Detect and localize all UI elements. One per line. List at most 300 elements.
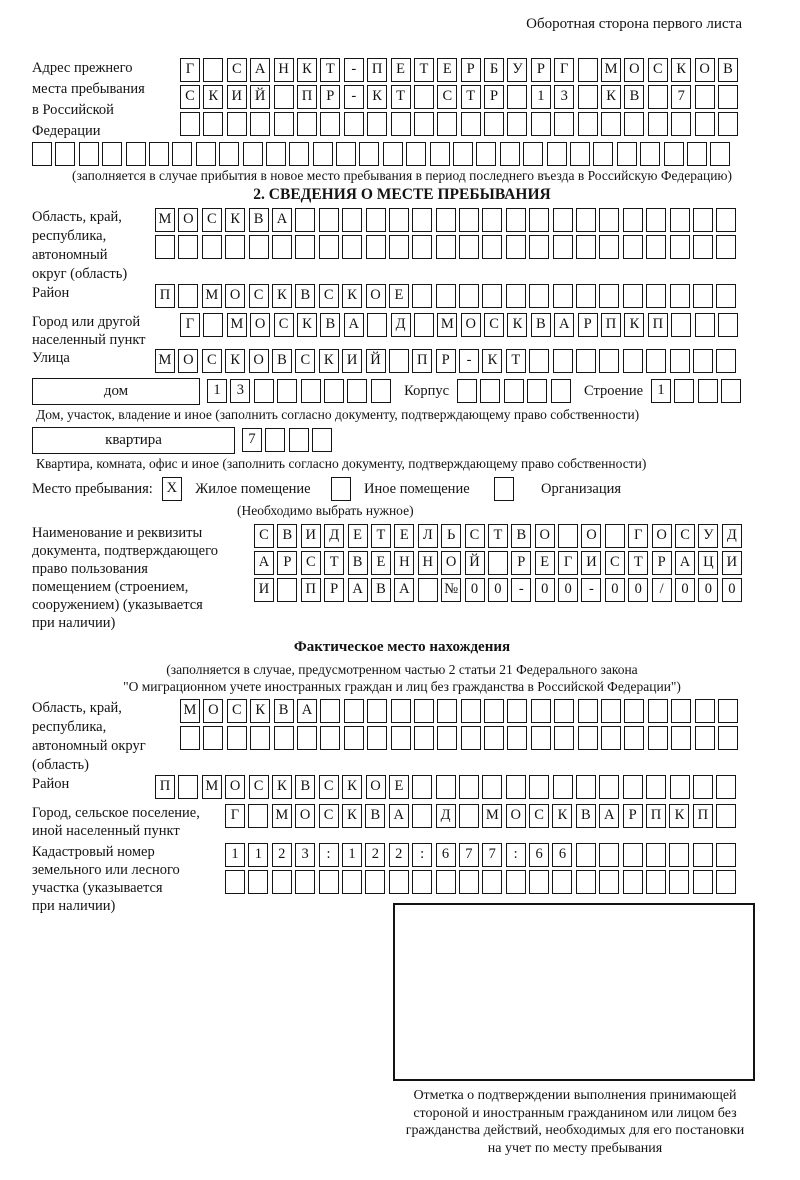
char-box (180, 112, 200, 136)
stroenie-label: Строение (583, 383, 644, 399)
char-box (389, 870, 409, 894)
char-box (624, 726, 644, 750)
char-box (527, 379, 547, 403)
char-box: Д (324, 524, 344, 548)
char-box (529, 208, 549, 232)
char-box (716, 235, 736, 259)
char-box (178, 235, 198, 259)
char-box (319, 235, 339, 259)
char-box (716, 804, 736, 828)
section2-title: 2. СВЕДЕНИЯ О МЕСТЕ ПРЕБЫВАНИЯ (253, 186, 551, 203)
char-box: Т (391, 85, 411, 109)
char-box (277, 379, 297, 403)
char-box: Г (180, 58, 200, 82)
char-box (250, 112, 270, 136)
char-box (576, 349, 596, 373)
char-box: : (506, 843, 526, 867)
region-row-1 (155, 208, 740, 232)
char-box: Р (623, 804, 643, 828)
char-box: О (178, 208, 198, 232)
char-box (529, 284, 549, 308)
char-box (531, 112, 551, 136)
char-box (484, 112, 504, 136)
char-box: 0 (605, 578, 625, 602)
char-box (225, 235, 245, 259)
char-box (344, 699, 364, 723)
char-box (576, 870, 596, 894)
char-box: В (295, 284, 315, 308)
char-box: 2 (365, 843, 385, 867)
char-box (391, 112, 411, 136)
place-type-note: (Необходимо выбрать нужное) (237, 503, 414, 518)
previous-address-row-4 (32, 142, 772, 166)
char-box (219, 142, 239, 166)
char-box (313, 142, 333, 166)
char-box (623, 349, 643, 373)
char-box: 6 (529, 843, 549, 867)
char-box (570, 142, 590, 166)
char-box: С (319, 775, 339, 799)
char-box: 2 (389, 843, 409, 867)
char-box (336, 142, 356, 166)
char-box: Р (320, 85, 340, 109)
char-box: Т (461, 85, 481, 109)
char-box: А (675, 551, 695, 575)
house-label-box: дом (32, 378, 200, 405)
char-box (126, 142, 146, 166)
char-box (55, 142, 75, 166)
char-box (324, 379, 344, 403)
char-box (430, 142, 450, 166)
char-box (295, 235, 315, 259)
char-box (599, 349, 619, 373)
char-box: 6 (552, 843, 572, 867)
char-box (203, 313, 223, 337)
char-box: Н (274, 58, 294, 82)
char-box: 7 (482, 843, 502, 867)
char-box (599, 284, 619, 308)
char-box (646, 235, 666, 259)
region-block (32, 208, 772, 284)
char-box (578, 112, 598, 136)
char-box (297, 112, 317, 136)
char-box: Р (531, 58, 551, 82)
char-box (436, 208, 456, 232)
previous-address-note: (заполняется в случае прибытия в новое место пребывания в период последнего въезда в Российскую Федерацию) (71, 168, 733, 183)
char-box (289, 142, 309, 166)
char-box: 0 (535, 578, 555, 602)
char-box: 0 (628, 578, 648, 602)
actual-region-row-1 (180, 699, 741, 723)
char-box: Т (488, 524, 508, 548)
char-box (436, 235, 456, 259)
char-box (669, 843, 689, 867)
cadastre-row-1 (225, 843, 740, 867)
char-box (599, 235, 619, 259)
char-box: В (272, 349, 292, 373)
char-box (507, 112, 527, 136)
char-box (617, 142, 637, 166)
char-box: 2 (272, 843, 292, 867)
char-box (412, 775, 432, 799)
char-box (716, 208, 736, 232)
char-box (367, 726, 387, 750)
char-box: Е (389, 775, 409, 799)
char-box (459, 208, 479, 232)
char-box (640, 142, 660, 166)
char-box: М (437, 313, 457, 337)
char-box (180, 726, 200, 750)
char-box (359, 142, 379, 166)
residential-option-label: Жилое помещение (195, 480, 311, 497)
char-box (718, 85, 738, 109)
char-box: А (250, 58, 270, 82)
district-label: Район (32, 285, 70, 301)
actual-city-label: Город, сельское поселение, иной населенный пункт (32, 805, 200, 839)
actual-region-label: Область, край, республика, автономный округ (область) (32, 700, 146, 773)
char-box (554, 726, 574, 750)
char-box (523, 142, 543, 166)
char-box: О (366, 284, 386, 308)
char-box (155, 235, 175, 259)
char-box (342, 870, 362, 894)
char-box: Е (371, 551, 391, 575)
char-box: О (366, 775, 386, 799)
street-block (32, 349, 772, 375)
char-box (459, 235, 479, 259)
char-box (274, 85, 294, 109)
char-box: О (441, 551, 461, 575)
char-box: 3 (554, 85, 574, 109)
char-box (671, 112, 691, 136)
char-box: И (254, 578, 274, 602)
char-box (482, 284, 502, 308)
char-box (507, 85, 527, 109)
char-box (277, 578, 297, 602)
char-box: : (319, 843, 339, 867)
char-box (482, 208, 502, 232)
char-box (554, 699, 574, 723)
char-box (695, 112, 715, 136)
char-box (367, 699, 387, 723)
char-box: С (319, 804, 339, 828)
char-box (484, 726, 504, 750)
char-box (367, 112, 387, 136)
char-box (227, 112, 247, 136)
char-box: 7 (242, 428, 262, 452)
char-box: 1 (207, 379, 227, 403)
previous-address-rows (180, 58, 741, 139)
char-box: Р (511, 551, 531, 575)
char-box: 1 (531, 85, 551, 109)
char-box: В (371, 578, 391, 602)
char-box (265, 428, 285, 452)
char-box (202, 235, 222, 259)
char-box (671, 699, 691, 723)
char-box (482, 870, 502, 894)
char-box: Е (348, 524, 368, 548)
document-rows (254, 524, 745, 605)
char-box: Е (394, 524, 414, 548)
char-box (391, 699, 411, 723)
char-box: Й (465, 551, 485, 575)
char-box (693, 284, 713, 308)
street-row (155, 349, 740, 373)
char-box (599, 843, 619, 867)
char-box: 7 (459, 843, 479, 867)
char-box: К (342, 775, 362, 799)
char-box (389, 235, 409, 259)
char-box: 1 (225, 843, 245, 867)
char-box (687, 142, 707, 166)
char-box (453, 142, 473, 166)
char-box: С (465, 524, 485, 548)
char-box (272, 235, 292, 259)
char-box: К (342, 284, 362, 308)
char-box: К (367, 85, 387, 109)
char-box: К (552, 804, 572, 828)
char-box: П (646, 804, 666, 828)
char-box (716, 284, 736, 308)
char-box (250, 726, 270, 750)
document-row-3 (254, 578, 745, 602)
other-premises-option-label: Иное помещение (364, 480, 470, 497)
char-box (695, 699, 715, 723)
char-box (366, 235, 386, 259)
char-box (295, 208, 315, 232)
char-box: К (669, 804, 689, 828)
char-box: В (249, 208, 269, 232)
region-label: Область, край, республика, автономный округ (область) (32, 209, 128, 282)
char-box (695, 85, 715, 109)
char-box (552, 870, 572, 894)
char-box (418, 578, 438, 602)
char-box: М (227, 313, 247, 337)
char-box (412, 208, 432, 232)
char-box: 1 (248, 843, 268, 867)
char-box (320, 699, 340, 723)
place-type-row (32, 477, 772, 501)
registration-stamp-note: Отметка о подтверждении выполнения принимающей стороной и иностранным гражданином или лицом без гражданства действий, необходимых для его постановки на учет по месту пребывания (405, 1088, 745, 1156)
char-box: Р (324, 578, 344, 602)
char-box: Р (461, 58, 481, 82)
korpus-label: Корпус (404, 383, 450, 399)
char-box (459, 284, 479, 308)
document-row-1 (254, 524, 745, 548)
char-box (274, 112, 294, 136)
organization-option-label: Организация (541, 480, 622, 497)
char-box: Р (436, 349, 456, 373)
char-box: А (344, 313, 364, 337)
district-block (32, 284, 772, 310)
char-box: О (203, 699, 223, 723)
char-box: К (671, 58, 691, 82)
char-box (320, 726, 340, 750)
char-box: Н (394, 551, 414, 575)
actual-district-label: Район (32, 776, 70, 792)
char-box (553, 284, 573, 308)
actual-region-rows (180, 699, 741, 753)
char-box: В (624, 85, 644, 109)
char-box: 0 (722, 578, 742, 602)
document-label: Наименование и реквизиты документа, подтверждающего право пользования помещением (строением, сооружением) (указывается при наличии) (32, 525, 218, 631)
char-box (664, 142, 684, 166)
char-box: № (441, 578, 461, 602)
char-box (623, 843, 643, 867)
char-box (578, 85, 598, 109)
char-box: 6 (436, 843, 456, 867)
char-box (716, 870, 736, 894)
char-box (437, 726, 457, 750)
actual-city-row (225, 804, 740, 828)
char-box (436, 284, 456, 308)
char-box: С (301, 551, 321, 575)
char-box: П (155, 284, 175, 308)
char-box: В (511, 524, 531, 548)
char-box: М (482, 804, 502, 828)
char-box: К (272, 284, 292, 308)
char-box: И (581, 551, 601, 575)
char-box (721, 379, 741, 403)
char-box: М (155, 349, 175, 373)
char-box: 0 (698, 578, 718, 602)
char-box (623, 284, 643, 308)
previous-address-row-2 (180, 85, 741, 109)
char-box (693, 870, 713, 894)
char-box (436, 775, 456, 799)
registration-stamp-box (393, 903, 755, 1081)
char-box: Л (418, 524, 438, 548)
char-box (383, 142, 403, 166)
char-box (576, 843, 596, 867)
char-box (32, 142, 52, 166)
char-box (693, 349, 713, 373)
char-box: Б (484, 58, 504, 82)
char-box (670, 775, 690, 799)
char-box (576, 775, 596, 799)
char-box: Т (320, 58, 340, 82)
char-box (172, 142, 192, 166)
char-box (547, 142, 567, 166)
char-box: О (225, 775, 245, 799)
char-box (646, 843, 666, 867)
char-box: Г (628, 524, 648, 548)
char-box: С (274, 313, 294, 337)
char-box (553, 208, 573, 232)
char-box (623, 870, 643, 894)
char-box: О (652, 524, 672, 548)
char-box: А (297, 699, 317, 723)
char-box: В (531, 313, 551, 337)
char-box (670, 284, 690, 308)
char-box: С (227, 58, 247, 82)
char-box (576, 235, 596, 259)
char-box: С (295, 349, 315, 373)
char-box (693, 775, 713, 799)
char-box (476, 142, 496, 166)
char-box (670, 349, 690, 373)
char-box (366, 208, 386, 232)
previous-address-label: Адрес прежнего места пребывания в Российской Федерации (32, 60, 145, 139)
char-box: - (344, 85, 364, 109)
char-box: - (581, 578, 601, 602)
char-box: А (348, 578, 368, 602)
char-box (254, 379, 274, 403)
char-box (623, 235, 643, 259)
char-box (149, 142, 169, 166)
char-box: А (599, 804, 619, 828)
char-box (248, 870, 268, 894)
char-box: В (320, 313, 340, 337)
char-box: - (459, 349, 479, 373)
residential-checkbox: X (162, 477, 182, 501)
char-box: 3 (295, 843, 315, 867)
char-box: 0 (675, 578, 695, 602)
char-box (551, 379, 571, 403)
char-box: Е (437, 58, 457, 82)
char-box: Р (484, 85, 504, 109)
document-row-2 (254, 551, 745, 575)
apartment-row (32, 427, 772, 454)
city-row (180, 313, 741, 337)
char-box: К (225, 349, 245, 373)
char-box: В (277, 524, 297, 548)
char-box (578, 726, 598, 750)
char-box: 0 (465, 578, 485, 602)
char-box (319, 870, 339, 894)
char-box: Р (578, 313, 598, 337)
char-box (554, 112, 574, 136)
char-box: С (227, 699, 247, 723)
actual-city-block (32, 804, 772, 840)
char-box: 7 (671, 85, 691, 109)
char-box: Т (324, 551, 344, 575)
organization-checkbox (494, 477, 514, 501)
char-box: Й (366, 349, 386, 373)
char-box (529, 349, 549, 373)
char-box: К (225, 208, 245, 232)
char-box (367, 313, 387, 337)
char-box (718, 699, 738, 723)
char-box (698, 379, 718, 403)
char-box (289, 428, 309, 452)
char-box (504, 379, 524, 403)
char-box (670, 235, 690, 259)
char-box: 0 (488, 578, 508, 602)
char-box (506, 208, 526, 232)
char-box (391, 726, 411, 750)
char-box: В (274, 699, 294, 723)
char-box: П (297, 85, 317, 109)
char-box (506, 775, 526, 799)
char-box (716, 843, 736, 867)
char-box (461, 112, 481, 136)
char-box: Е (391, 58, 411, 82)
char-box (553, 235, 573, 259)
char-box: П (412, 349, 432, 373)
char-box (227, 726, 247, 750)
char-box: С (437, 85, 457, 109)
char-box: О (695, 58, 715, 82)
char-box: Г (180, 313, 200, 337)
char-box: М (202, 284, 222, 308)
char-box (344, 112, 364, 136)
char-box (648, 112, 668, 136)
char-box (601, 699, 621, 723)
char-box (710, 142, 730, 166)
char-box (695, 313, 715, 337)
char-box (506, 284, 526, 308)
